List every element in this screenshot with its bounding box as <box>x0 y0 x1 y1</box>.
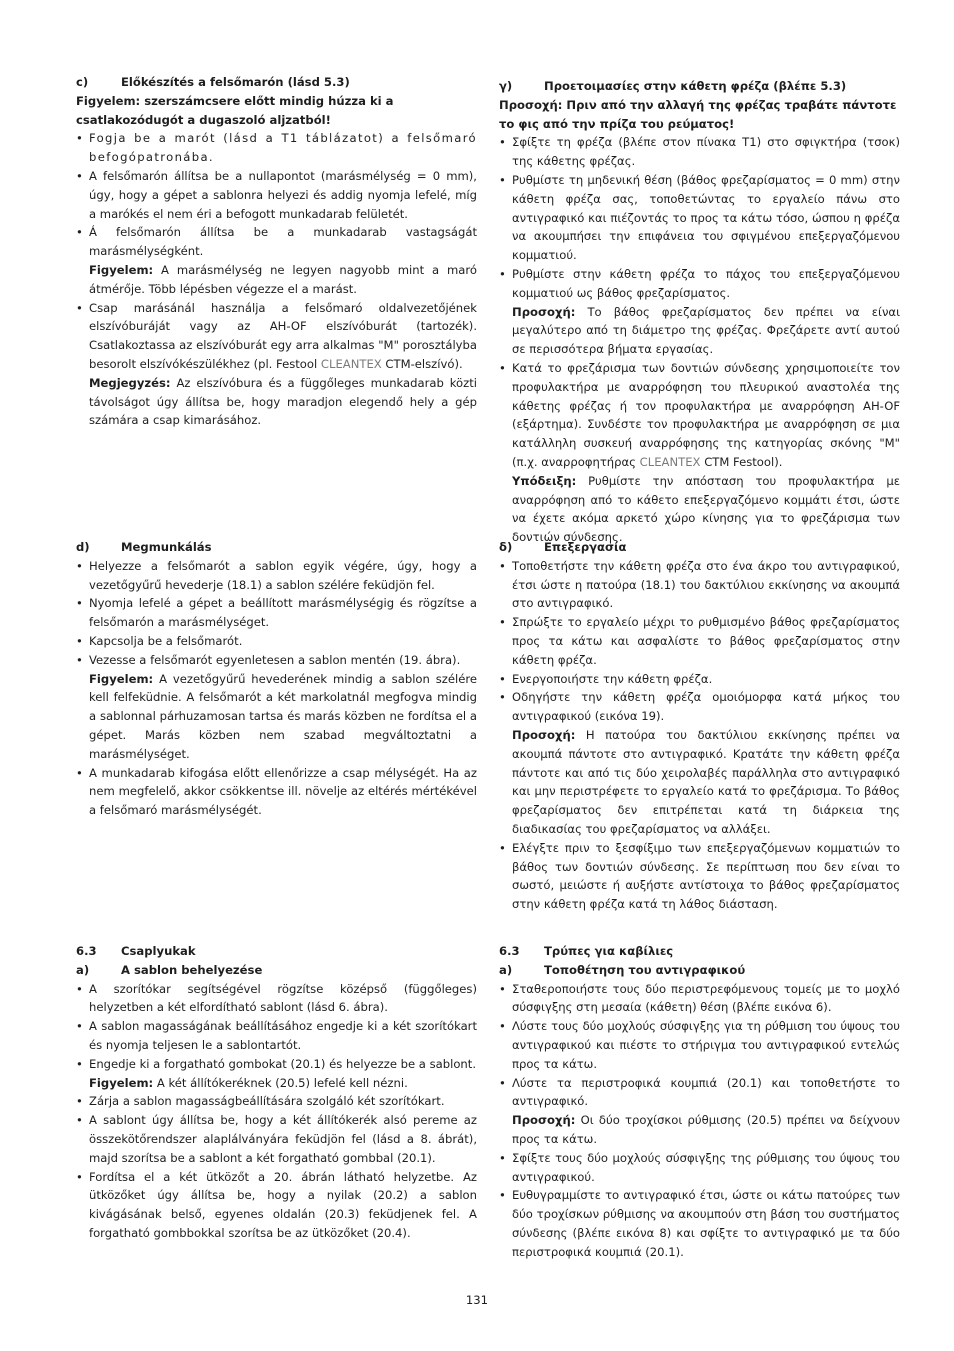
note-text: A marásmélység ne legyen nagyobb mint a maró átmérője. Több lépésben végezze el a marást. <box>89 262 477 296</box>
section-number: 6.3 <box>499 944 520 958</box>
section-heading <box>499 942 900 961</box>
list-item <box>76 299 477 374</box>
list-item-text: CTM-elszívó). <box>385 356 463 371</box>
section-title: Csaplyukak <box>121 944 196 958</box>
warning-text: Figyelem: szerszámcsere előtt mindig húzza ki a csatlakozódugót a dugaszoló aljzatból! <box>76 93 394 127</box>
note <box>499 1111 900 1149</box>
note-text: Ρυθμίστε την απόσταση του προφυλακτήρα με αναρρόφηση από το κάθετο επεξεργαζόμενο κομμάτι έτσι, ώστε να έχετε ακόμα αρκετό χώρο κίνησης για το φρεζάρισμα των δοντιών σύνδεσης. <box>512 473 900 545</box>
list-item: • Σφίξτε τους δύο μοχλούς σύσφιγξης της ρύθμισης του ύψους του αντιγραφικού. <box>499 1149 900 1187</box>
list-item: • Λύστε τους δύο μοχλούς σύσφιγξης για τη ρύθμιση του ύψους του αντιγραφικού και πιέστε το στήριγμα του αντιγραφικού εντελώς προς τα κάτω. <box>499 1017 900 1073</box>
note-label: Προσοχή: <box>512 1113 576 1128</box>
hu-section-6-3 <box>76 942 477 1243</box>
subsection-heading <box>76 961 477 980</box>
section-title: Προετοιμασίες στην κάθετη φρέζα (βλέπε 5.3) <box>544 79 847 93</box>
note-label: Figyelem: <box>89 262 154 277</box>
section-heading <box>499 538 900 557</box>
subsection-title: A sablon behelyezése <box>121 962 263 977</box>
section-number: δ) <box>499 540 513 554</box>
el-section-c <box>499 77 900 547</box>
list-item: • Σπρώξτε το εργαλείο μέχρι το ρυθμισμένο βάθος φρεζαρίσματος προς τα κάτω και ασφαλίστε το βάθος φρεζαρίσματος στην κάθετη φρέζα. <box>499 613 900 669</box>
list-item: • Á felsőmarón állítsa be a munkadarab vastagságát marásmélységként. <box>76 223 477 261</box>
section-number: 6.3 <box>76 944 97 958</box>
list-item: • Τοποθετήστε την κάθετη φρέζα στο ένα άκρο του αντιγραφικού, έτσι ώστε η πατούρα (18.1) του δακτύλιου εκκίνησης να ακουμπά στο αντιγραφικό. <box>499 557 900 613</box>
list-item: • Fogja be a marót (lásd a T1 táblázatot) a felsőmaró befogópatronába. <box>76 129 477 167</box>
section-number: d) <box>76 540 90 554</box>
note-label: Υπόδειξη: <box>512 473 577 488</box>
note <box>76 374 477 430</box>
section-number: γ) <box>499 79 513 93</box>
note-text: A vezetőgyűrű hevederének mindig a sablon szélére kell felfeküdnie. A felsőmarót a két markolatnál megfogva mindig a sablonnal párhuzamosan tartsa és marás közben ne fordítsa el a gépet. Marás közben nem szabad megváltoztatni a marásmélységet. <box>89 671 477 761</box>
list-item <box>499 359 900 472</box>
list-item: • Helyezze a felsőmarót a sablon egyik végére, úgy, hogy a vezetőgyűrű hevederje (18.1) a sablon szélére feküdjön fel. <box>76 557 477 595</box>
subsection-number: a) <box>499 962 513 977</box>
list-item-text: CTM Festool). <box>704 454 783 469</box>
note <box>499 726 900 839</box>
section-title: Τρύπες για καβίλιες <box>544 944 674 958</box>
note <box>76 1074 477 1093</box>
list-item: • A szorítókar segítségével rögzítse középső (függőleges) helyzetben a két elfordítható sablont (lásd 6. ábra). <box>76 980 477 1018</box>
list-item: • Zárja a sablon magasságbeállítására szolgáló két szorítókart. <box>76 1092 477 1111</box>
list-item: • A sablont úgy állítsa be, hogy a két állítókerék alsó pereme az összekötőrendszer alaplálványára feküdjön fel (lásd a 8. ábrát), majd szorítsa be a sablont a két forgatható gombbal (20.1). <box>76 1111 477 1167</box>
list-item: • Ευθυγραμμίστε το αντιγραφικό έτσι, ώστε οι κάτω πατούρες των δύο τροχίσκων ρύθμισης να ακουμπούν στη βάση του συστήματος σύνδεσης (βλέπε εικόνα 8) και σφίξτε το αντιγραφικό με τα δύο περιστροφικά κουμπιά (20.1). <box>499 1186 900 1261</box>
list-item: • A sablon magasságának beállításához engedje ki a két szorítókart és nyomja teljesen le a sablontartót. <box>76 1017 477 1055</box>
list-item: • Vezesse a felsőmarót egyenletesen a sablon mentén (19. ábra). <box>76 651 477 670</box>
list-item: • Σταθεροποιήστε τους δύο περιστρεφόμενους τομείς με το μοχλό σύσφιγξης στη μεσαία (κάθετη) θέση (βλέπε εικόνα 6). <box>499 980 900 1018</box>
note-label: Προσοχή: <box>512 727 576 742</box>
section-heading <box>76 942 477 961</box>
list-item: • Οδηγήστε την κάθετη φρέζα ομοιόμορφα κατά μήκος του αντιγραφικού (εικόνα 19). <box>499 688 900 726</box>
list-item: • Fordítsa el a két ütközőt a 20. ábrán látható helyzetbe. Az ütközőket úgy állítsa be, hogy a nyilak (20.2) a sablon kivágásának belső, egyenes oldalán (20.3) feküdjenek fel. A forgatható gombbokkal szorítsa be az ütközőket (20.4). <box>76 1168 477 1243</box>
section-title: Megmunkálás <box>121 540 212 554</box>
page-number: 131 <box>465 1293 489 1307</box>
list-item: • A felsőmarón állítsa be a nullapontot (marásmélység = 0 mm), úgy, hogy a gépet a sablonra helyezi és addig nyomja lefelé, míg a marókés el nem éri a befogott munkadarab felületét. <box>76 167 477 223</box>
list-item: • Ελέγξτε πριν το ξεσφίξιμο των επεξεργαζόμενων κομματιών το βάθος των δοντιών σύνδεσης. Σε περίπτωση που δεν είναι το σωστό, μειώστε ή αυξήστε αντίστοιχα το βάθος φρεζαρίσματος στην κάθετη φρέζα κατά τη λάθος διάσταση. <box>499 839 900 914</box>
list-item: • Engedje ki a forgatható gombokat (20.1) és helyezze be a sablont. <box>76 1055 477 1074</box>
list-item: • Σφίξτε τη φρέζα (βλέπε στον πίνακα Τ1) στο σφιγκτήρα (τσοκ) της κάθετης φρέζας. <box>499 133 900 171</box>
note-text: Η πατούρα του δακτύλιου εκκίνησης πρέπει να ακουμπά πάντοτε στο αντιγραφικό. Κρατάτε την κάθετη φρέζα πάντοτε και από τις δύο χειρολαβές παράλληλα στο αντιγραφικό και μην περιστρέφετε το εργαλείο κατά το φρεζάρισμα. Το βάθος φρεζαρίσματος δεν επιτρέπεται κατά τη διάρκεια της διαδικασίας του φρεζαρίσματος να αλλάξει. <box>512 727 901 836</box>
list-item-text: Csap marásánál használja a felsőmaró oldalvezetőjének elszívóburáját vagy az AH-OF elszívóburát (tartozék). Csatlakoztassa az elszívóburát egy arra alkalmas "M" porosztályba besorolt elszívókészülékhez (pl. Festool <box>89 300 477 371</box>
brand-name: CLEANTEX <box>320 356 382 371</box>
el-section-6-3 <box>499 942 900 1262</box>
section-heading <box>499 77 900 96</box>
section-title: Επεξεργασία <box>544 540 627 554</box>
section-number: c) <box>76 75 89 89</box>
list-item: • Nyomja lefelé a gépet a beállított marásmélységig és rögzítse a felsőmarón a marásmélységet. <box>76 594 477 632</box>
note-text: Το βάθος φρεζαρίσματος δεν πρέπει να είναι μεγαλύτερο από τη διάμετρο της φρέζας. Φρεζάρετε αντί αυτού σε περισσότερα βήματα εργασίας. <box>512 304 901 357</box>
list-item: • Ρυθμίστε στην κάθετη φρέζα το πάχος του επεξεργαζόμενου κομματιού ως βάθος φρεζαρίσματος. <box>499 265 900 303</box>
section-title: Előkészítés a felsőmarón (lásd 5.3) <box>121 75 350 89</box>
list-item: • Λύστε τα περιστροφικά κουμπιά (20.1) και τοποθετήστε το αντιγραφικό. <box>499 1074 900 1112</box>
note-label: Προσοχή: <box>512 304 576 319</box>
brand-name: CLEANTEX <box>639 454 701 469</box>
note-label: Figyelem: <box>89 671 154 686</box>
list-item: • A munkadarab kifogása előtt ellenőrizze a csap mélységét. Ha az nem megfelelő, akkor csökkentse ill. növelje az eltérés mértékével a felsőmaró marásmélységét. <box>76 764 477 820</box>
section-heading <box>76 73 477 92</box>
note-text: A két állítókeréknek (20.5) lefelé kell nézni. <box>156 1075 408 1090</box>
note-text: Az elszívóbura és a függőleges munkadarab közti távolságot úgy állítsa be, hogy maradjon elegendő hely a gép számára a csap kimarásához. <box>89 375 477 428</box>
list-item: • Ενεργοποιήστε την κάθετη φρέζα. <box>499 670 900 689</box>
el-section-d <box>499 538 900 914</box>
note <box>499 472 900 547</box>
subsection-heading <box>499 961 900 980</box>
list-item-text: Κατά το φρεζάρισμα των δοντιών σύνδεσης χρησιμοποιείτε τον προφυλακτήρα με αναρρόφηση του πλευρικού αναστολέα της κάθετης φρέζας ή τον προφυλακτήρα με αναρρόφηση AH-OF (εξάρτημα). Συνδέστε τον προφυλακτήρα με αναρρόφηση σε μια κατάλληλη συσκευή αναρρόφησης της κατηγορίας σκόνης "M" (π.χ. αναρροφητήρας <box>512 360 900 469</box>
note <box>76 261 477 299</box>
section-heading <box>76 538 477 557</box>
hu-section-c <box>76 73 477 430</box>
list-item: • Kapcsolja be a felsőmarót. <box>76 632 477 651</box>
hu-section-d <box>76 538 477 820</box>
note-text: Οι δύο τροχίσκοι ρύθμισης (20.5) πρέπει να δείχνουν προς τα κάτω. <box>512 1113 900 1146</box>
list-item: • Ρυθμίστε τη μηδενική θέση (βάθος φρεζαρίσματος = 0 mm) στην κάθετη φρέζα σας, τοποθετώντας το εργαλείο πάνω στο αντιγραφικό και πιέζοντάς το προς τα κάτω τόσο, ώσπου η φρέζα να ακουμπήσει την επιφάνεια του σφιγμένου επεξεργαζόμενου κομματιού. <box>499 171 900 265</box>
note <box>76 670 477 764</box>
note <box>499 303 900 359</box>
note-label: Figyelem: <box>89 1075 154 1090</box>
warning-text: Προσοχή: Πριν από την αλλαγή της φρέζας τραβάτε πάντοτε το φις από την πρίζα του ρεύματος! <box>499 97 897 131</box>
subsection-title: Τοποθέτηση του αντιγραφικού <box>544 962 746 977</box>
subsection-number: a) <box>76 962 90 977</box>
note-label: Megjegyzés: <box>89 375 171 390</box>
